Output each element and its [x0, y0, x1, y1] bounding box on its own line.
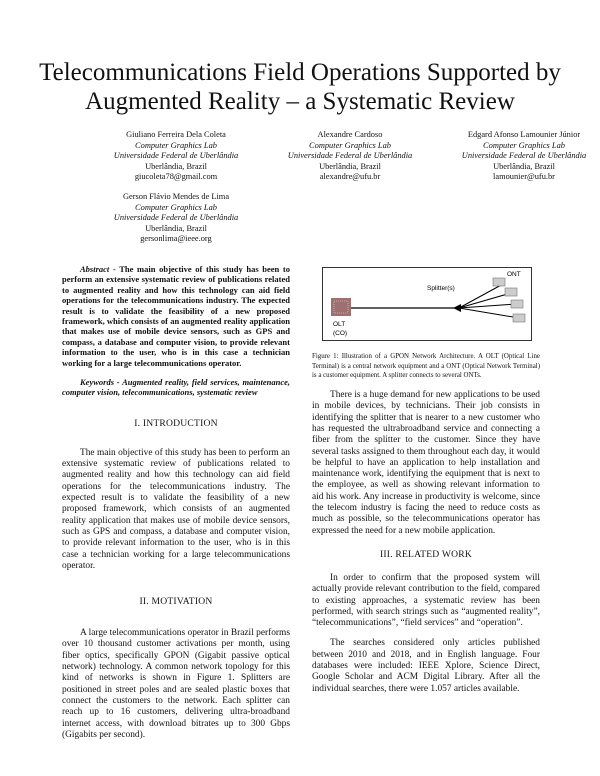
paragraph: The searches considered only articles published between 2010 and 2018, and in English language. Four databases were included: IEEE Xplore, Science Direct, Google Scholar and ACM Digital Library. After all the individual searches, there were 1.057 articles available. [312, 638, 540, 694]
author-city: Uberlândia, Brazil [145, 223, 207, 233]
author-lab: Computer Graphics Lab [135, 202, 217, 212]
author-city: Uberlândia, Brazil [319, 161, 381, 171]
keywords-text: Keywords - Augmented reality, field services, maintenance, computer vision, telecommunications, systematic review [62, 377, 290, 398]
author-name: Giuliano Ferreira Dela Coleta [126, 130, 226, 139]
author-block [424, 130, 600, 183]
co-label: (CO) [333, 330, 348, 337]
figure-caption: Figure 1: Illustration of a GPON Network Architecture. A OLT (Optical Line Terminal) is a central network equipment and a ONT (Optical Network Terminal) is a customer equipment. A splitter connects to several ONTs. [312, 353, 540, 380]
branch-line [459, 284, 503, 308]
abstract-text: - The main objective of this study has been to perform an extensive systematic review of publications related to augmented reality and how this technology can aid field operations for the telecommunications industry. The expected result is to validate the feasibility of a new proposed framework, which consists of an augmented reality application that makes use of mobile device sensors, such as GPS and compass, a database and computer vision, to provide relevant information to the user, who is in this case a technician working for a large telecommunications operator. [62, 264, 290, 368]
right-column [312, 352, 540, 695]
author-email: alexandre@ufu.br [319, 172, 381, 182]
author-name: Alexandre Cardoso [317, 130, 383, 139]
section-heading-motivation: II. MOTIVATION [139, 596, 213, 608]
ont-house-icons [493, 278, 525, 322]
paragraph: The main objective of this study has been to perform an extensive systematic review of publications related to augmented reality and how this technology can aid field operations for the telecommunications industry. The expected result is to validate the feasibility of a new proposed framework, which consists of an augmented reality application that makes use of mobile device sensors, such as GPS and compass, a database and computer vision, to provide relevant information to the user, who is in this case a technician working for a large telecommunications operator. [62, 447, 290, 571]
splitter-label: Splitter(s) [427, 285, 455, 292]
author-name: Edgard Afonso Lamounier Júnior [467, 130, 581, 139]
author-email: gersonlima@ieee.org [140, 234, 212, 244]
author-university: Universidade Federal de Uberlândia [461, 151, 587, 161]
author-lab: Computer Graphics Lab [135, 140, 217, 150]
author-name: Gerson Flávio Mendes de Lima [122, 192, 230, 201]
left-column [62, 264, 290, 741]
introduction-body [62, 448, 290, 572]
keywords [62, 377, 290, 398]
branch-line [459, 308, 519, 318]
section-heading-related-work: III. RELATED WORK [380, 548, 472, 560]
author-block [76, 192, 276, 245]
paper-title: Telecommunications Field Operations Supported by Augmented Reality – a Systematic Review [39, 59, 561, 115]
author-university: Universidade Federal de Uberlândia [113, 213, 239, 223]
figure-gpon-diagram [322, 267, 532, 341]
author-city: Uberlândia, Brazil [145, 161, 207, 171]
ont-label: ONT [507, 271, 521, 278]
section-heading-introduction: I. INTRODUCTION [134, 417, 218, 429]
paragraph: A large telecommunications operator in Brazil performs over 10 thousand customer activations per month, using fiber optics, specifically GPON (Gigabit passive optical network) technology. A common network topology for this kind of networks is shown in Figure 1. Splitters are positioned in street poles and are sealed plastic boxes that connect the customers to the network. Each splitter can reach up to 16 customers, delivering ultra-broadband internet access, with download bitrates up to 300 Gbps (Gigabits per second). [62, 628, 290, 740]
author-lab: Computer Graphics Lab [483, 140, 565, 150]
author-university: Universidade Federal de Uberlândia [113, 151, 239, 161]
gpon-diagram [323, 268, 531, 340]
author-email: lamounier@ufu.br [493, 172, 555, 182]
motivation-body-continued [312, 390, 540, 537]
related-work-body [312, 573, 540, 695]
author-university: Universidade Federal de Uberlândia [287, 151, 413, 161]
motivation-body [62, 628, 290, 741]
olt-label: OLT [333, 321, 346, 328]
author-block [76, 130, 276, 183]
author-block [250, 130, 450, 183]
author-email: giucoleta78@gmail.com [134, 172, 218, 182]
abstract [62, 264, 290, 368]
paragraph: In order to confirm that the proposed system will actually provide relevant contribution to the field, compared to existing approaches, a systematic review has been performed, with search strings such as “augmented reality”, “telecommunications”, “field services” and “operation”. [312, 572, 540, 629]
author-city: Uberlândia, Brazil [493, 161, 555, 171]
author-lab: Computer Graphics Lab [309, 140, 391, 150]
paragraph: There is a huge demand for new applications to be used in mobile devices, by technicians. Their job consists in identifying the splitter that is nearer to a new customer who has requested the ultrabroadband service and connecting a fiber from the splitter to the customer. Since they have several tasks assigned to them throughout each day, it would be helpful to have an application to help installation and maintenance work, identifying the equipment that is next to the employee, as well as showing relevant information to aid his work. Any increase in productivity is welcome, since the telecom industry is facing the need to reduce costs as much as possible, so the telecommunications operator has expressed the need for a new mobile application. [312, 390, 540, 536]
olt-building-icon [331, 298, 351, 316]
abstract-label: Abstract [80, 264, 110, 274]
